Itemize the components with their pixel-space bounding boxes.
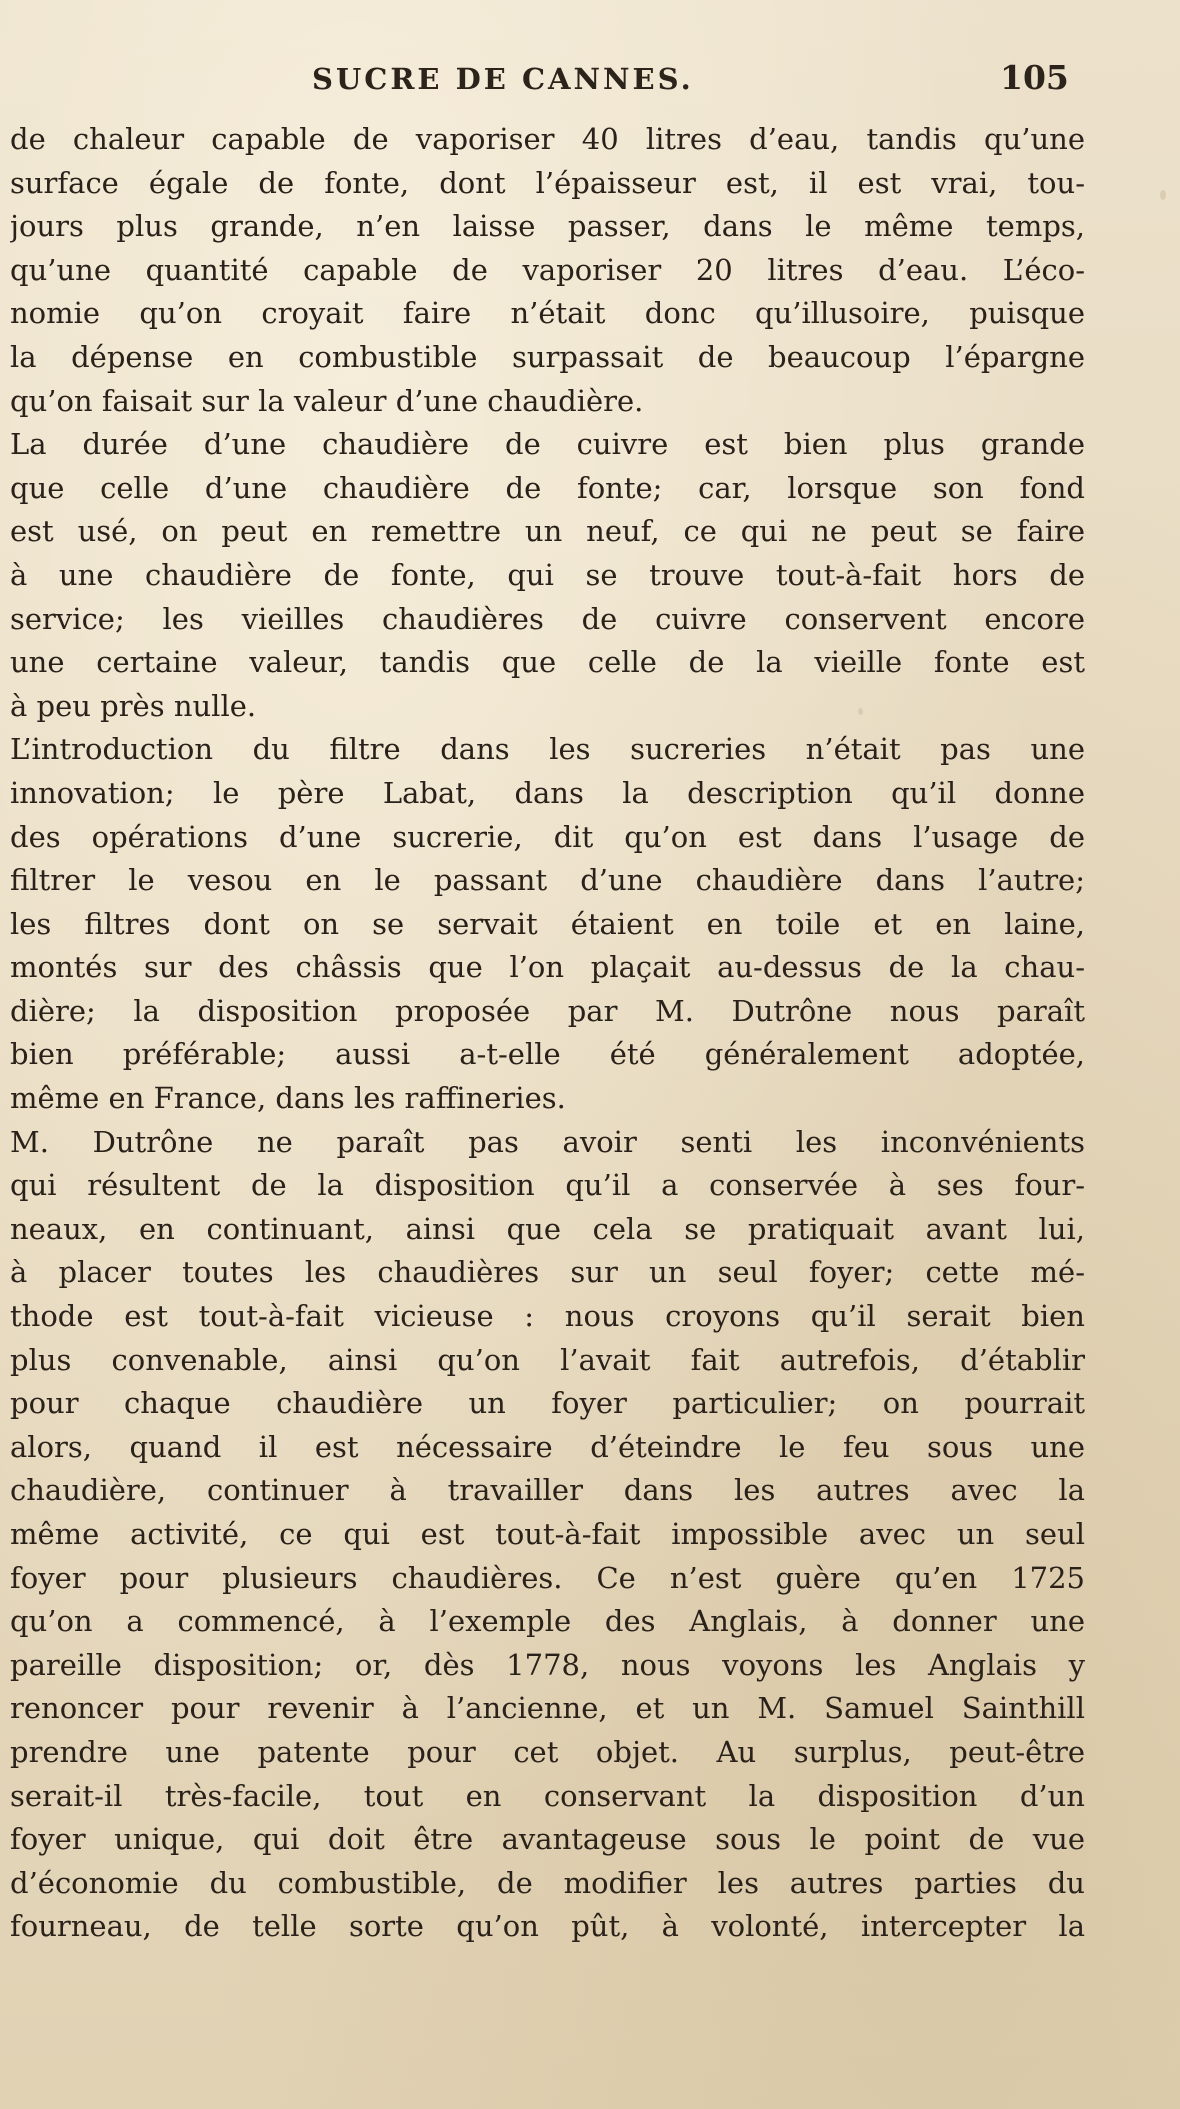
text-line: que celle d’une chaudière de fonte; car, lorsque son fond <box>10 470 1085 505</box>
page-number: 105 <box>1000 58 1069 97</box>
text-line: La durée d’une chaudière de cuivre est bien plus grande <box>10 427 1085 462</box>
text-line: jours plus grande, n’en laisse passer, dans le même temps, <box>10 209 1085 244</box>
page-header <box>0 58 1180 106</box>
text-line: les filtres dont on se servait étaient en toile et en laine, <box>10 906 1085 941</box>
text-line: à placer toutes les chaudières sur un seul foyer; cette mé- <box>10 1255 1085 1290</box>
text-line: dière; la disposition proposée par M. Dutrône nous paraît <box>10 993 1085 1028</box>
text-line: neaux, en continuant, ainsi que cela se pratiquait avant lui, <box>10 1211 1085 1246</box>
text-line: foyer pour plusieurs chaudières. Ce n’est guère qu’en 1725 <box>10 1560 1085 1595</box>
text-line: serait-il très-facile, tout en conservant la disposition d’un <box>10 1778 1085 1813</box>
text-line: alors, quand il est nécessaire d’éteindre le feu sous une <box>10 1429 1085 1464</box>
running-head: SUCRE DE CANNES. <box>312 62 694 96</box>
text-line: qu’on faisait sur la valeur d’une chaudière. <box>10 383 644 418</box>
text-line: L’introduction du filtre dans les sucreries n’était pas une <box>10 732 1085 767</box>
text-line: filtrer le vesou en le passant d’une chaudière dans l’autre; <box>10 863 1085 898</box>
text-line: d’économie du combustible, de modifier les autres parties du <box>10 1865 1085 1900</box>
text-line: la dépense en combustible surpassait de beaucoup l’épargne <box>10 339 1085 374</box>
text-line: des opérations d’une sucrerie, dit qu’on est dans l’usage de <box>10 819 1085 854</box>
text-line: pour chaque chaudière un foyer particulier; on pourrait <box>10 1386 1085 1421</box>
text-line: service; les vieilles chaudières de cuivre conservent encore <box>10 601 1085 636</box>
text-line: innovation; le père Labat, dans la description qu’il donne <box>10 775 1085 810</box>
text-line: bien préférable; aussi a-t-elle été généralement adoptée, <box>10 1037 1085 1072</box>
text-line: même en France, dans les raffineries. <box>10 1081 566 1116</box>
text-line: est usé, on peut en remettre un neuf, ce qui ne peut se faire <box>10 514 1085 549</box>
text-line: même activité, ce qui est tout-à-fait impossible avec un seul <box>10 1517 1085 1551</box>
text-line: de chaleur capable de vaporiser 40 litres d’eau, tandis qu’une <box>10 122 1085 156</box>
text-line: renoncer pour revenir à l’ancienne, et un M. Samuel Sainthill <box>10 1691 1085 1726</box>
text-line: à peu près nulle. <box>10 688 257 723</box>
text-line: plus convenable, ainsi qu’on l’avait fait autrefois, d’établir <box>10 1342 1085 1377</box>
text-line: qu’on a commencé, à l’exemple des Anglais, à donner une <box>10 1604 1085 1639</box>
text-line: montés sur des châssis que l’on plaçait au-dessus de la chau- <box>10 950 1085 985</box>
text-line: surface égale de fonte, dont l’épaisseur est, il est vrai, tou- <box>10 165 1085 200</box>
paper-stain <box>1160 190 1166 200</box>
text-line: thode est tout-à-fait vicieuse : nous croyons qu’il serait bien <box>10 1299 1085 1334</box>
text-line: fourneau, de telle sorte qu’on pût, à volonté, intercepter la <box>10 1909 1085 1944</box>
text-line: qui résultent de la disposition qu’il a conservée à ses four- <box>10 1168 1085 1203</box>
body-text <box>10 118 1085 1949</box>
text-line: une certaine valeur, tandis que celle de la vieille fonte est <box>10 645 1085 680</box>
text-line: foyer unique, qui doit être avantageuse sous le point de vue <box>10 1822 1085 1857</box>
text-line: prendre une patente pour cet objet. Au surplus, peut-être <box>10 1734 1085 1769</box>
text-line: qu’une quantité capable de vaporiser 20 litres d’eau. L’éco- <box>10 252 1085 287</box>
text-line: chaudière, continuer à travailler dans les autres avec la <box>10 1473 1085 1508</box>
text-line: M. Dutrône ne paraît pas avoir senti les inconvénients <box>10 1124 1085 1159</box>
text-line: pareille disposition; or, dès 1778, nous voyons les Anglais y <box>10 1647 1085 1682</box>
text-line: nomie qu’on croyait faire n’était donc qu’illusoire, puisque <box>10 296 1085 331</box>
text-line: à une chaudière de fonte, qui se trouve tout-à-fait hors de <box>10 557 1085 592</box>
